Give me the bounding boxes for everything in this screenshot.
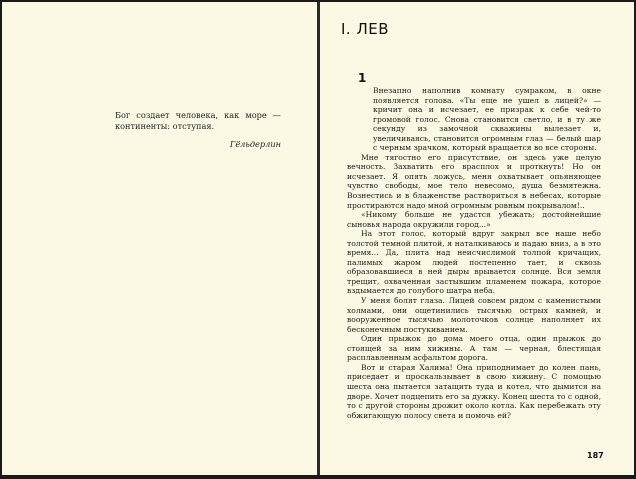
paragraph: Один прыжок до дома моего отца, один прыжок до стоящей за ним хижины. А там — черная, блестящая расплавленным асфальтом дорога. <box>347 334 601 363</box>
epigraph-author: Гёльдерлин <box>229 139 281 149</box>
paragraph: Мне тягостно его присутствие, он здесь уже целую вечность. Захватить его врасплох и проткнуть! Но он исчезает. Я опять ложусь, меня охватывает опьяняющее чувство свободы, мое тело невесомо, душа безмятежна. Вознестись и в блаженстве раствориться в небесах, которые простираются надо мной огромным ровным покрывалом!.. <box>347 152 601 210</box>
page-number: 187 <box>587 451 604 460</box>
body-text <box>347 86 601 420</box>
paragraph: У меня болят глаза. Лицей совсем рядом с каменистыми холмами, они ощетинились тысячью острых камней, и вооруженное тысячью молоточков солнце наполняет их бесконечным постукиванием. <box>347 296 601 334</box>
chapter-title: I. ЛЕВ <box>341 20 390 38</box>
paragraph: Вот и старая Халима! Она приподнимает до колен пань, приседает и проскальзывает в свою хижину. С помощью шеста она пытается затащить туда и котел, что дымится на дворе. Хочет подцепить его за дужку. Конец шеста то с одной, то с другой стороны дрожит около котла. Как перебежать эту обжигающую полосу света и помочь ей? <box>347 362 601 420</box>
paragraph: На этот голос, который вдруг закрыл все наше небо толстой темной плитой, я наталкиваюсь и падаю вниз, а в это время... Да, плита над неисчислимой толпой кричащих, палимых жаром людей постепенно тает, и сквозь образовавшиеся в ней дыры врывается солнце. Вся земля трещит, охваченная застывшим пламенем пожара, которое вздымается до голубого шатра неба. <box>347 229 601 296</box>
right-page <box>320 2 634 475</box>
left-page <box>2 2 317 475</box>
epigraph-text: Бог создает человека, как море — континенты: отступая. <box>115 110 281 131</box>
paragraph: Внезапно наполнив комнату сумраком, в окне появляется голова. «Ты еще не ушел в лицей?» — кричит она и исчезает, ее призрак к себе чей-то громовой голос. Снова становится светло, и в ту же секунду из замочной скважины вылезает и, увеличиваясь, становится огромным глаз — белый шар с черным зрачком, который вращается во все стороны. <box>373 86 601 153</box>
book-spread <box>2 2 634 475</box>
paragraph: «Никому больше не удастся убежать; достойнейшие сыновья народа окружили город...» <box>347 210 601 229</box>
section-number: 1 <box>358 71 367 85</box>
